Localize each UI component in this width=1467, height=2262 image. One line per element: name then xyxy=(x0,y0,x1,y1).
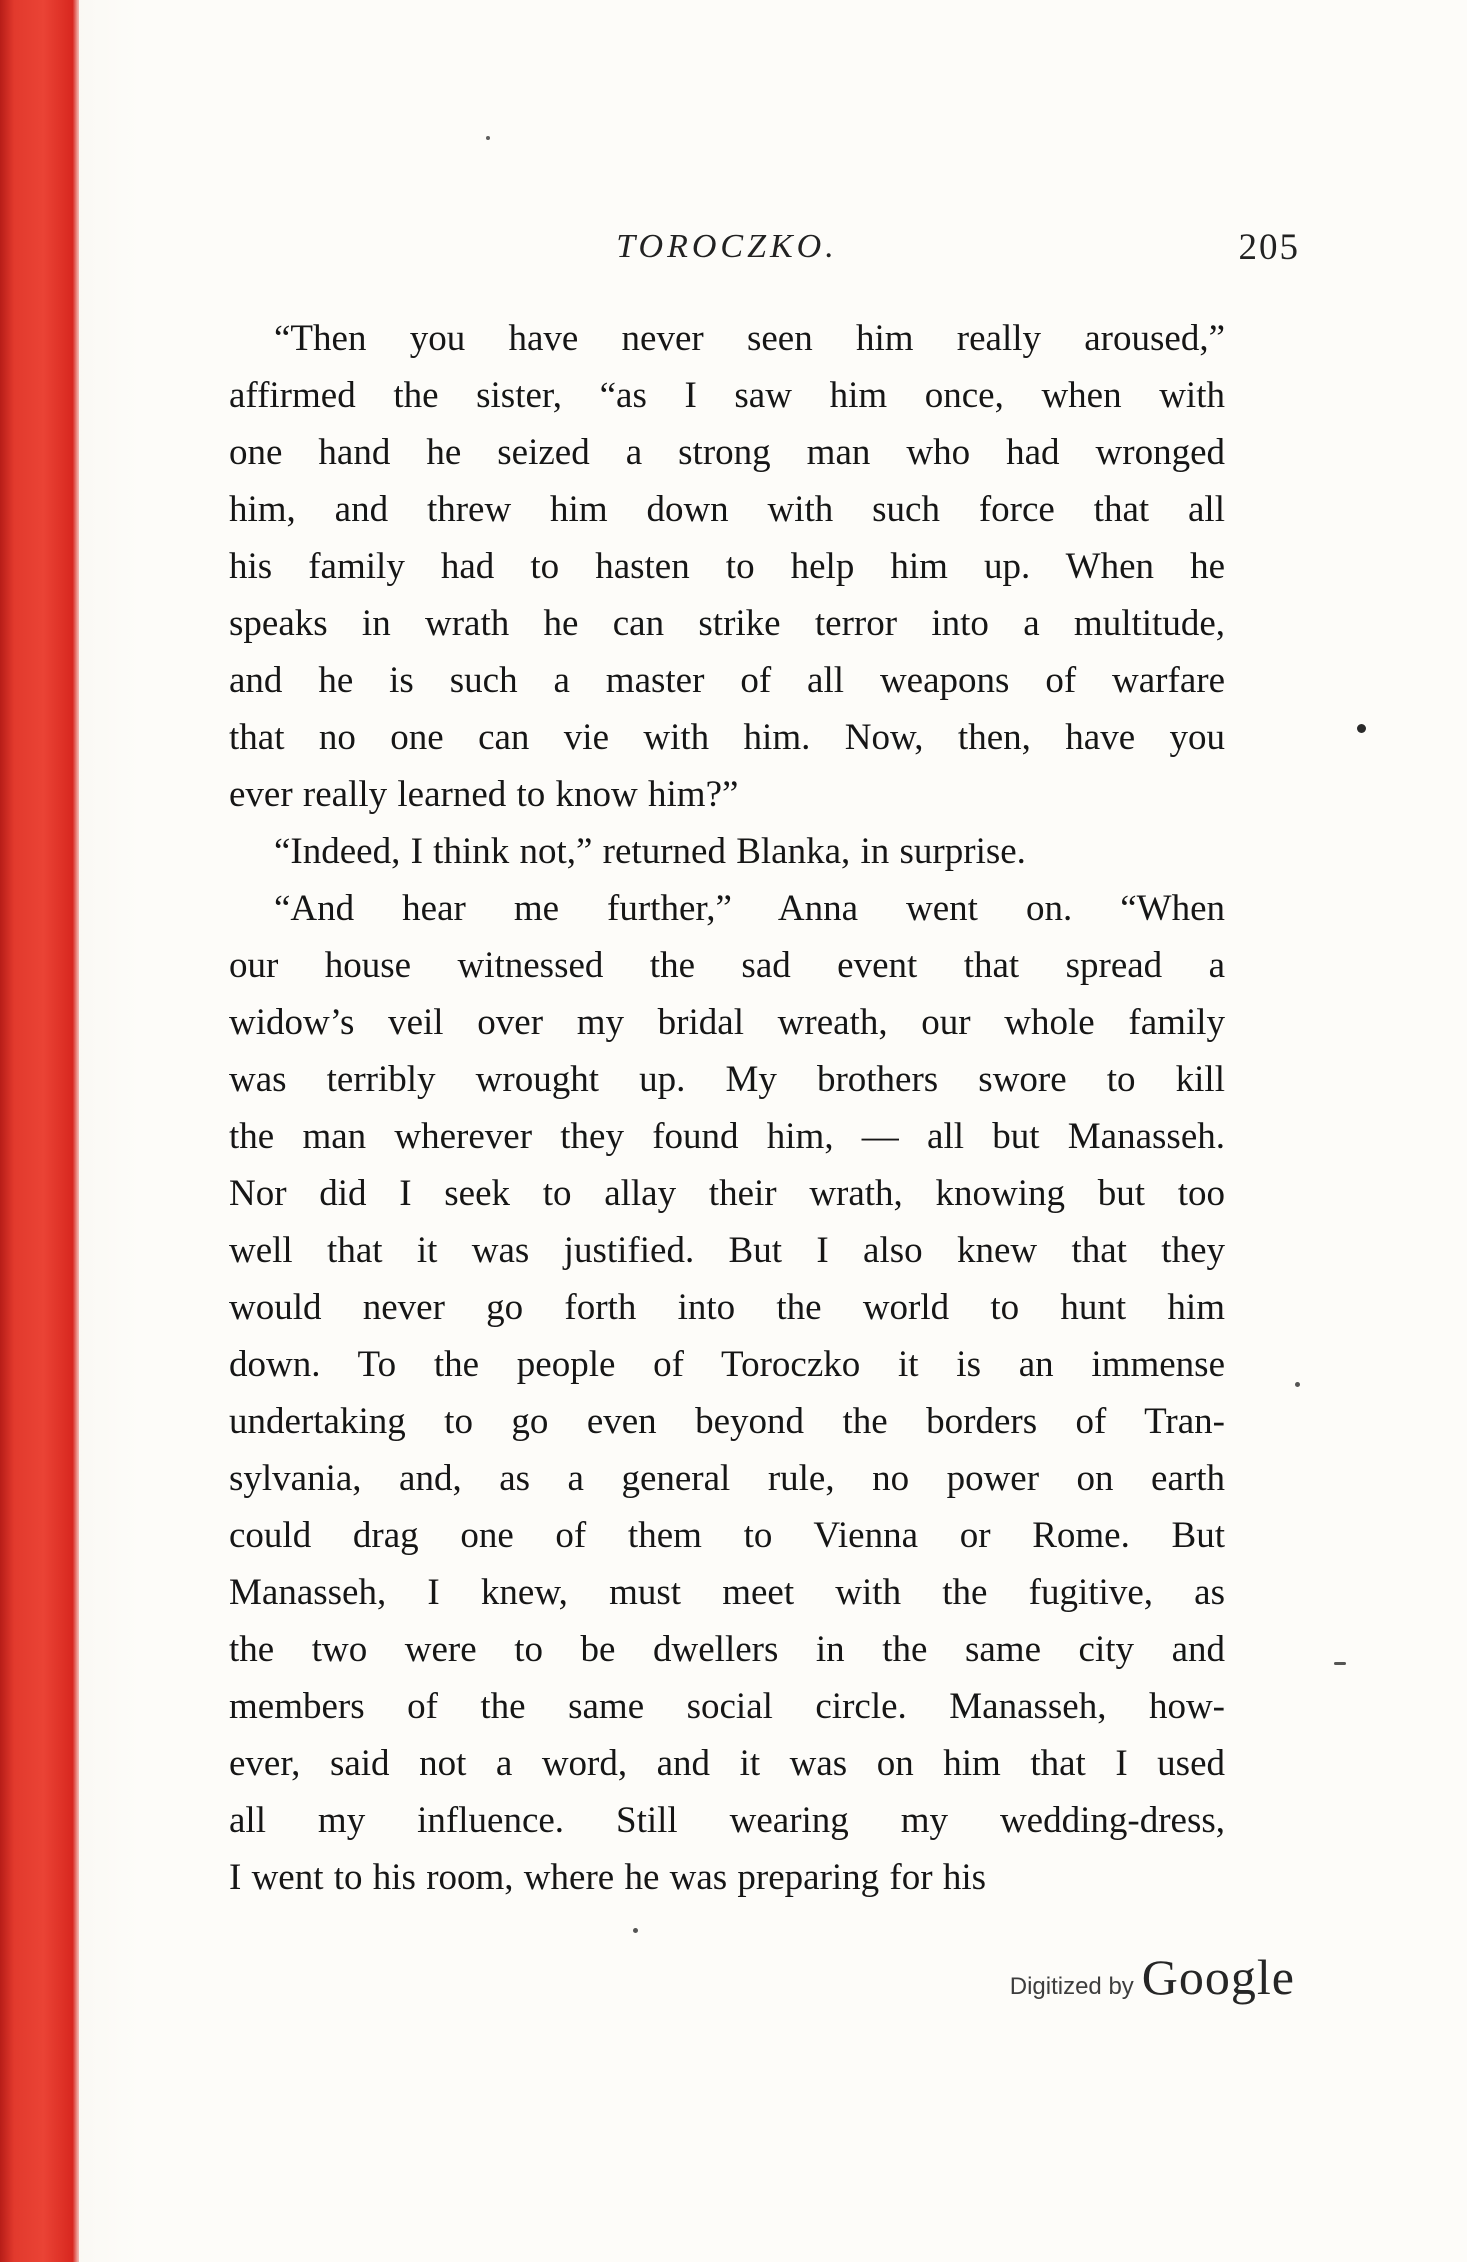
text-line: his family had to hasten to help him up. When he xyxy=(229,546,1225,587)
scan-speck xyxy=(633,1928,638,1933)
text-line: affirmed the sister, “as I saw him once, when with xyxy=(229,375,1225,416)
scan-speck xyxy=(1357,724,1366,733)
scan-speck xyxy=(1295,1382,1300,1387)
text-line: well that it was justified. But I also knew that they xyxy=(229,1230,1225,1271)
scan-speck xyxy=(486,136,490,140)
text-line: Nor did I seek to allay their wrath, knowing but too xyxy=(229,1173,1225,1214)
page-number: 205 xyxy=(1238,227,1300,268)
text-line: down. To the people of Toroczko it is an immense xyxy=(229,1344,1225,1385)
body-text xyxy=(229,310,1225,1906)
text-line: him, and threw him down with such force that all xyxy=(229,489,1225,530)
text-line: would never go forth into the world to hunt him xyxy=(229,1287,1225,1328)
text-line: the two were to be dwellers in the same city and xyxy=(229,1629,1225,1670)
text-line: and he is such a master of all weapons of warfare xyxy=(229,660,1225,701)
text-line: Manasseh, I knew, must meet with the fugitive, as xyxy=(229,1572,1225,1613)
text-line: ever, said not a word, and it was on him that I used xyxy=(229,1743,1225,1784)
text-line: could drag one of them to Vienna or Rome. But xyxy=(229,1515,1225,1556)
text-line: “Then you have never seen him really aroused,” xyxy=(274,318,1225,359)
text-line: “Indeed, I think not,” returned Blanka, in surprise. xyxy=(274,831,1026,872)
text-line: undertaking to go even beyond the borders of Tran- xyxy=(229,1401,1225,1442)
text-line: sylvania, and, as a general rule, no power on earth xyxy=(229,1458,1225,1499)
text-line: our house witnessed the sad event that spread a xyxy=(229,945,1225,986)
digitized-watermark xyxy=(1010,1948,1295,2006)
text-line: that no one can vie with him. Now, then, have you xyxy=(229,717,1225,758)
text-line: speaks in wrath he can strike terror into a multitude, xyxy=(229,603,1225,644)
running-title: TOROCZKO. xyxy=(616,228,838,265)
scan-speck xyxy=(1334,1662,1346,1665)
text-line: one hand he seized a strong man who had wronged xyxy=(229,432,1225,473)
text-line: “And hear me further,” Anna went on. “When xyxy=(274,888,1225,929)
digitized-by-label: Digitized by xyxy=(1009,1973,1134,2000)
text-line: members of the same social circle. Manasseh, how- xyxy=(229,1686,1225,1727)
text-line: all my influence. Still wearing my wedding-dress, xyxy=(229,1800,1225,1841)
text-line: the man wherever they found him, — all but Manasseh. xyxy=(229,1116,1225,1157)
text-line: widow’s veil over my bridal wreath, our whole family xyxy=(229,1002,1225,1043)
text-line: was terribly wrought up. My brothers swore to kill xyxy=(229,1059,1225,1100)
text-line: ever really learned to know him?” xyxy=(229,774,739,815)
google-logo: Google xyxy=(1141,1949,1295,2005)
book-edge-strip xyxy=(0,0,79,2262)
text-line: I went to his room, where he was preparing for his xyxy=(229,1857,986,1898)
